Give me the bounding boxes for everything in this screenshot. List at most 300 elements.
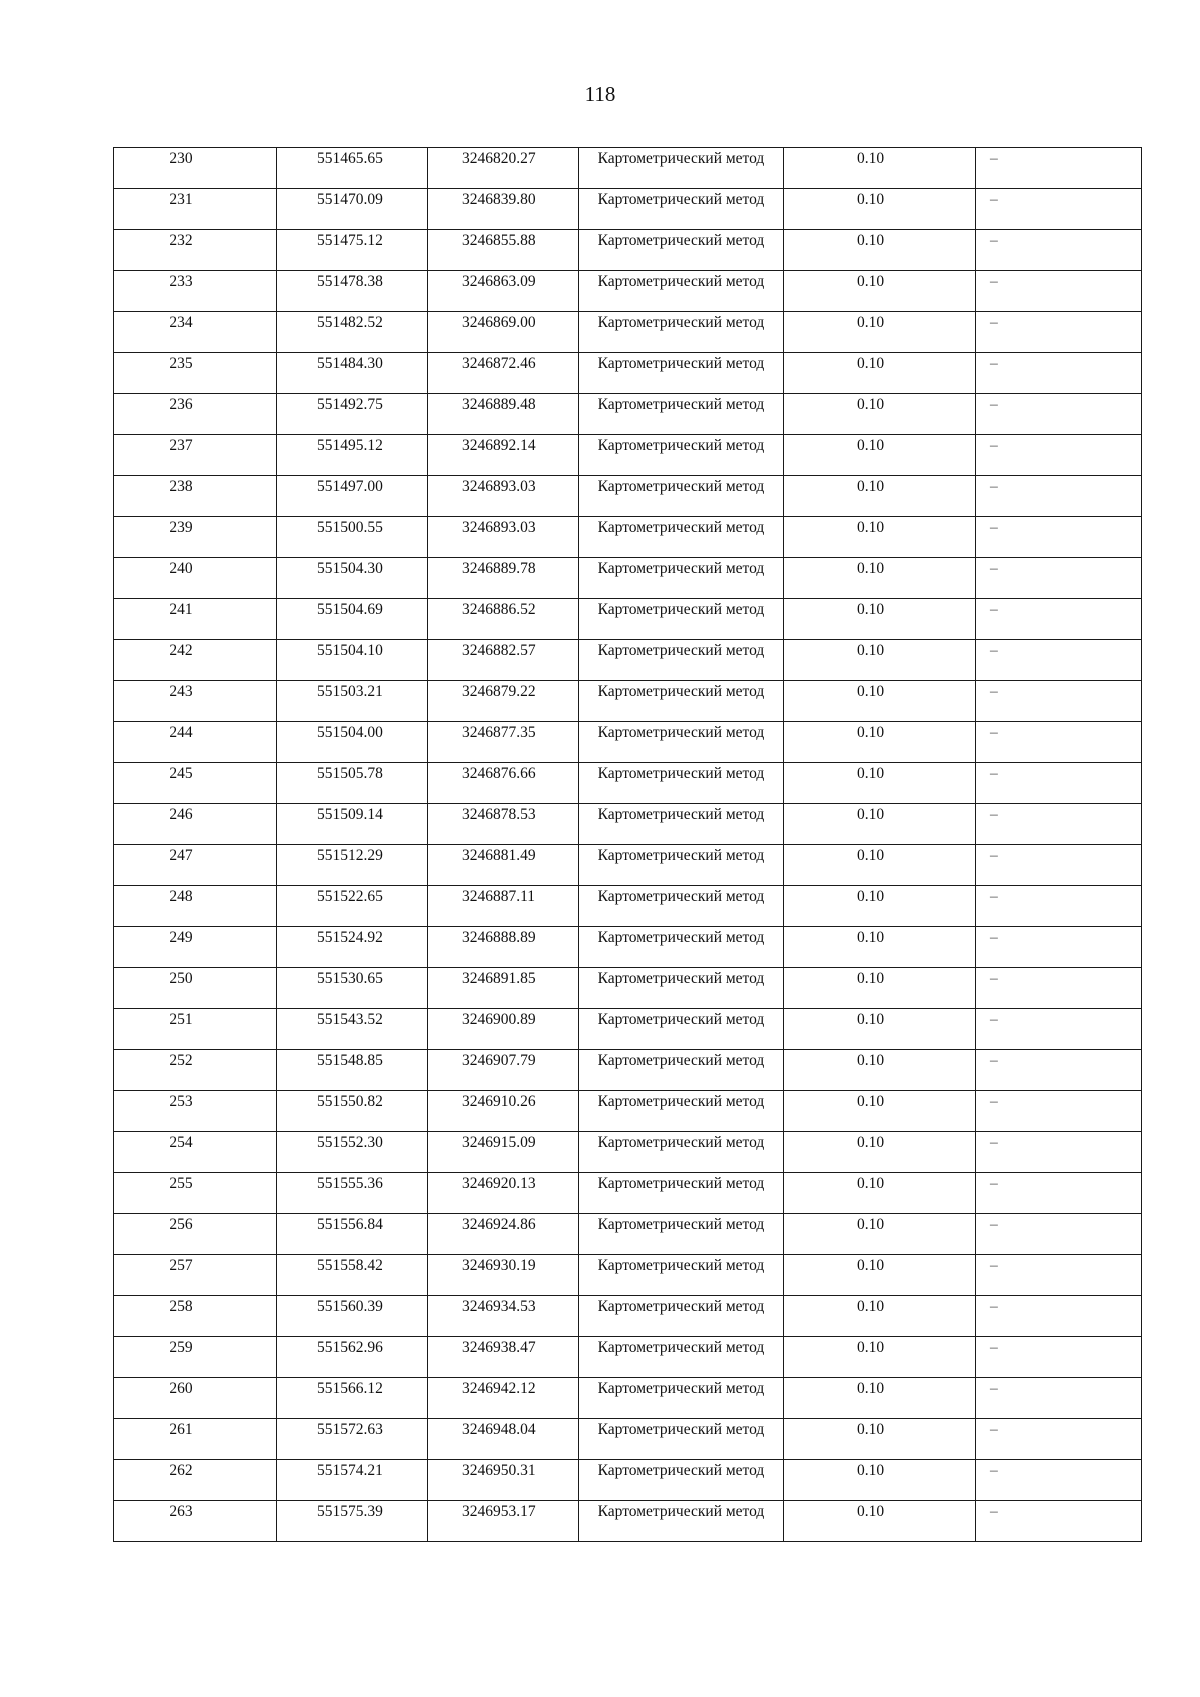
method-cell [579, 640, 784, 681]
coordinate-x-cell-text: 551530.65 [317, 970, 383, 987]
method-cell [579, 1501, 784, 1542]
accuracy-cell [784, 1050, 976, 1091]
note-cell-text: – [990, 1093, 998, 1110]
note-cell-text: – [990, 191, 998, 208]
coordinate-y-cell-text: 3246886.52 [462, 601, 536, 618]
coordinate-x-cell-text: 551505.78 [317, 765, 383, 782]
table-row [114, 517, 1142, 558]
method-cell [579, 1214, 784, 1255]
point-number-cell [114, 1091, 277, 1132]
table-row [114, 1091, 1142, 1132]
point-number-cell-text: 238 [169, 478, 193, 495]
coordinate-x-cell-text: 551560.39 [317, 1298, 383, 1315]
coordinate-y-cell-text: 3246938.47 [462, 1339, 536, 1356]
coordinate-y-cell [428, 394, 579, 435]
table-row [114, 1419, 1142, 1460]
point-number-cell [114, 640, 277, 681]
coordinate-x-cell [277, 1337, 428, 1378]
note-cell-text: – [990, 724, 998, 741]
coordinate-y-cell-text: 3246889.48 [462, 396, 536, 413]
coordinate-x-cell [277, 1009, 428, 1050]
table-row [114, 1501, 1142, 1542]
accuracy-cell [784, 927, 976, 968]
method-cell [579, 1050, 784, 1091]
note-cell-text: – [990, 1052, 998, 1069]
table-row [114, 927, 1142, 968]
coordinate-y-cell-text: 3246878.53 [462, 806, 536, 823]
accuracy-cell-text: 0.10 [856, 765, 885, 782]
point-number-cell-text: 256 [169, 1216, 193, 1233]
coordinate-x-cell-text: 551497.00 [317, 478, 383, 495]
coordinate-y-cell-text: 3246872.46 [462, 355, 536, 372]
accuracy-cell-text: 0.10 [856, 150, 885, 167]
accuracy-cell [784, 558, 976, 599]
point-number-cell-text: 243 [169, 683, 193, 700]
table-row [114, 1337, 1142, 1378]
note-cell-text: – [990, 1257, 998, 1274]
table-row [114, 1255, 1142, 1296]
accuracy-cell-text: 0.10 [856, 560, 885, 577]
accuracy-cell [784, 886, 976, 927]
accuracy-cell [784, 804, 976, 845]
accuracy-cell [784, 476, 976, 517]
method-cell-text: Картометрический метод [597, 273, 765, 290]
point-number-cell [114, 189, 277, 230]
note-cell [976, 189, 1142, 230]
table-row [114, 271, 1142, 312]
coordinate-x-cell [277, 681, 428, 722]
note-cell-text: – [990, 1216, 998, 1233]
note-cell [976, 1337, 1142, 1378]
note-cell-text: – [990, 273, 998, 290]
accuracy-cell-text: 0.10 [856, 1093, 885, 1110]
coordinate-x-cell [277, 1173, 428, 1214]
point-number-cell-text: 252 [169, 1052, 193, 1069]
coordinate-x-cell-text: 551512.29 [317, 847, 383, 864]
accuracy-cell [784, 1419, 976, 1460]
accuracy-cell-text: 0.10 [856, 437, 885, 454]
point-number-cell [114, 1296, 277, 1337]
method-cell-text: Картометрический метод [597, 847, 765, 864]
coordinate-y-cell [428, 353, 579, 394]
accuracy-cell [784, 763, 976, 804]
method-cell [579, 927, 784, 968]
coordinate-y-cell-text: 3246863.09 [462, 273, 536, 290]
note-cell [976, 1009, 1142, 1050]
table-row [114, 1378, 1142, 1419]
coordinate-y-cell-text: 3246889.78 [462, 560, 536, 577]
point-number-cell [114, 517, 277, 558]
accuracy-cell-text: 0.10 [856, 1503, 885, 1520]
coordinate-x-cell-text: 551504.10 [317, 642, 383, 659]
table-row [114, 148, 1142, 189]
note-cell [976, 1378, 1142, 1419]
coordinate-x-cell-text: 551556.84 [317, 1216, 383, 1233]
accuracy-cell [784, 1009, 976, 1050]
method-cell-text: Картометрический метод [597, 724, 765, 741]
coordinate-y-cell-text: 3246900.89 [462, 1011, 536, 1028]
accuracy-cell-text: 0.10 [856, 232, 885, 249]
note-cell-text: – [990, 560, 998, 577]
note-cell [976, 1091, 1142, 1132]
point-number-cell-text: 259 [169, 1339, 193, 1356]
table-row [114, 435, 1142, 476]
point-number-cell-text: 260 [169, 1380, 193, 1397]
point-number-cell [114, 804, 277, 845]
point-number-cell-text: 246 [169, 806, 193, 823]
method-cell-text: Картометрический метод [597, 437, 765, 454]
table-row [114, 845, 1142, 886]
method-cell-text: Картометрический метод [597, 642, 765, 659]
point-number-cell [114, 558, 277, 599]
point-number-cell-text: 255 [169, 1175, 193, 1192]
point-number-cell [114, 1378, 277, 1419]
note-cell-text: – [990, 1339, 998, 1356]
coordinate-x-cell [277, 1460, 428, 1501]
coordinate-x-cell [277, 1296, 428, 1337]
coordinate-x-cell-text: 551504.69 [317, 601, 383, 618]
accuracy-cell-text: 0.10 [856, 478, 885, 495]
accuracy-cell [784, 517, 976, 558]
accuracy-cell [784, 1214, 976, 1255]
coordinate-x-cell [277, 599, 428, 640]
method-cell-text: Картометрический метод [597, 396, 765, 413]
coordinate-y-cell [428, 189, 579, 230]
accuracy-cell [784, 189, 976, 230]
coordinate-x-cell [277, 271, 428, 312]
table-row [114, 763, 1142, 804]
page-number: 118 [584, 82, 616, 106]
point-number-cell-text: 258 [169, 1298, 193, 1315]
coordinate-y-cell [428, 1460, 579, 1501]
method-cell [579, 845, 784, 886]
accuracy-cell-text: 0.10 [856, 1134, 885, 1151]
note-cell-text: – [990, 478, 998, 495]
table-row [114, 353, 1142, 394]
accuracy-cell [784, 435, 976, 476]
coordinate-x-cell [277, 435, 428, 476]
method-cell [579, 312, 784, 353]
coordinate-y-cell [428, 1296, 579, 1337]
method-cell-text: Картометрический метод [597, 191, 765, 208]
coordinate-y-cell [428, 1009, 579, 1050]
coordinate-y-cell [428, 640, 579, 681]
coordinate-y-cell-text: 3246820.27 [462, 150, 536, 167]
method-cell-text: Картометрический метод [597, 1380, 765, 1397]
point-number-cell [114, 1009, 277, 1050]
note-cell-text: – [990, 355, 998, 372]
point-number-cell [114, 1173, 277, 1214]
coordinate-y-cell [428, 1132, 579, 1173]
coordinate-y-cell-text: 3246879.22 [462, 683, 536, 700]
method-cell-text: Картометрический метод [597, 1093, 765, 1110]
note-cell-text: – [990, 765, 998, 782]
method-cell [579, 1419, 784, 1460]
coordinate-y-cell [428, 1214, 579, 1255]
accuracy-cell [784, 1132, 976, 1173]
coordinate-x-cell [277, 353, 428, 394]
method-cell [579, 886, 784, 927]
accuracy-cell-text: 0.10 [856, 1011, 885, 1028]
table-row [114, 1050, 1142, 1091]
note-cell-text: – [990, 232, 998, 249]
note-cell [976, 1501, 1142, 1542]
method-cell-text: Картометрический метод [597, 314, 765, 331]
note-cell-text: – [990, 396, 998, 413]
coordinate-x-cell [277, 1419, 428, 1460]
method-cell [579, 722, 784, 763]
method-cell [579, 681, 784, 722]
point-number-cell-text: 242 [169, 642, 193, 659]
table-body [114, 148, 1142, 1542]
accuracy-cell [784, 681, 976, 722]
accuracy-cell [784, 1378, 976, 1419]
accuracy-cell-text: 0.10 [856, 1380, 885, 1397]
note-cell-text: – [990, 1503, 998, 1520]
coordinate-y-cell [428, 886, 579, 927]
note-cell-text: – [990, 1380, 998, 1397]
coordinate-y-cell-text: 3246881.49 [462, 847, 536, 864]
point-number-cell-text: 235 [169, 355, 193, 372]
point-number-cell [114, 1132, 277, 1173]
point-number-cell-text: 245 [169, 765, 193, 782]
accuracy-cell-text: 0.10 [856, 970, 885, 987]
coordinate-y-cell [428, 1255, 579, 1296]
coordinate-x-cell [277, 1091, 428, 1132]
method-cell-text: Картометрический метод [597, 519, 765, 536]
note-cell-text: – [990, 1462, 998, 1479]
coordinate-x-cell [277, 312, 428, 353]
coordinate-x-cell [277, 804, 428, 845]
coordinate-y-cell [428, 968, 579, 1009]
coordinate-x-cell [277, 230, 428, 271]
coordinate-x-cell-text: 551574.21 [317, 1462, 383, 1479]
point-number-cell [114, 271, 277, 312]
method-cell-text: Картометрический метод [597, 560, 765, 577]
point-number-cell-text: 251 [169, 1011, 193, 1028]
coordinate-y-cell [428, 599, 579, 640]
coordinate-y-cell-text: 3246907.79 [462, 1052, 536, 1069]
coordinate-y-cell-text: 3246930.19 [462, 1257, 536, 1274]
coordinate-y-cell [428, 1337, 579, 1378]
point-number-cell [114, 230, 277, 271]
coordinate-y-cell [428, 476, 579, 517]
method-cell [579, 804, 784, 845]
method-cell [579, 558, 784, 599]
coordinate-x-cell-text: 551562.96 [317, 1339, 383, 1356]
method-cell-text: Картометрический метод [597, 1216, 765, 1233]
accuracy-cell-text: 0.10 [856, 1175, 885, 1192]
accuracy-cell [784, 230, 976, 271]
method-cell [579, 476, 784, 517]
accuracy-cell-text: 0.10 [856, 1421, 885, 1438]
method-cell [579, 1296, 784, 1337]
note-cell [976, 804, 1142, 845]
coordinate-y-cell-text: 3246920.13 [462, 1175, 536, 1192]
coordinate-x-cell [277, 1214, 428, 1255]
note-cell [976, 886, 1142, 927]
accuracy-cell [784, 722, 976, 763]
coordinate-x-cell [277, 640, 428, 681]
accuracy-cell-text: 0.10 [856, 1257, 885, 1274]
coordinate-x-cell [277, 558, 428, 599]
coordinate-x-cell-text: 551475.12 [317, 232, 383, 249]
point-number-cell [114, 1501, 277, 1542]
point-number-cell [114, 1255, 277, 1296]
table-row [114, 1132, 1142, 1173]
accuracy-cell [784, 1296, 976, 1337]
accuracy-cell [784, 1255, 976, 1296]
coordinate-y-cell-text: 3246892.14 [462, 437, 536, 454]
method-cell-text: Картометрический метод [597, 1421, 765, 1438]
accuracy-cell-text: 0.10 [856, 273, 885, 290]
note-cell-text: – [990, 437, 998, 454]
table-row [114, 1296, 1142, 1337]
coordinate-y-cell [428, 558, 579, 599]
coordinate-x-cell [277, 968, 428, 1009]
coordinate-x-cell-text: 551555.36 [317, 1175, 383, 1192]
point-number-cell-text: 232 [169, 232, 193, 249]
method-cell-text: Картометрический метод [597, 355, 765, 372]
coordinate-x-cell-text: 551550.82 [317, 1093, 383, 1110]
point-number-cell [114, 763, 277, 804]
method-cell-text: Картометрический метод [597, 683, 765, 700]
note-cell [976, 558, 1142, 599]
accuracy-cell [784, 312, 976, 353]
note-cell [976, 271, 1142, 312]
point-number-cell [114, 599, 277, 640]
method-cell-text: Картометрический метод [597, 232, 765, 249]
coordinate-y-cell [428, 845, 579, 886]
coordinate-y-cell-text: 3246876.66 [462, 765, 536, 782]
note-cell-text: – [990, 970, 998, 987]
coordinate-x-cell-text: 551495.12 [317, 437, 383, 454]
table-row [114, 558, 1142, 599]
coordinate-y-cell-text: 3246855.88 [462, 232, 536, 249]
coordinate-x-cell-text: 551500.55 [317, 519, 383, 536]
coordinate-x-cell-text: 551482.52 [317, 314, 383, 331]
note-cell [976, 599, 1142, 640]
accuracy-cell-text: 0.10 [856, 724, 885, 741]
table-row [114, 681, 1142, 722]
note-cell-text: – [990, 519, 998, 536]
method-cell-text: Картометрический метод [597, 929, 765, 946]
coordinate-y-cell [428, 763, 579, 804]
note-cell-text: – [990, 1175, 998, 1192]
coordinate-x-cell [277, 1132, 428, 1173]
point-number-cell-text: 244 [169, 724, 193, 741]
method-cell [579, 968, 784, 1009]
coordinate-x-cell [277, 1050, 428, 1091]
accuracy-cell [784, 148, 976, 189]
method-cell [579, 230, 784, 271]
coordinate-x-cell-text: 551492.75 [317, 396, 383, 413]
coordinate-x-cell-text: 551522.65 [317, 888, 383, 905]
coordinate-y-cell [428, 517, 579, 558]
accuracy-cell-text: 0.10 [856, 1052, 885, 1069]
method-cell [579, 1009, 784, 1050]
point-number-cell-text: 237 [169, 437, 193, 454]
table-row [114, 599, 1142, 640]
coordinate-x-cell-text: 551572.63 [317, 1421, 383, 1438]
coordinate-x-cell-text: 551509.14 [317, 806, 383, 823]
point-number-cell [114, 968, 277, 1009]
method-cell [579, 1255, 784, 1296]
coordinate-x-cell-text: 551566.12 [317, 1380, 383, 1397]
coordinate-y-cell [428, 1091, 579, 1132]
note-cell [976, 230, 1142, 271]
table-row [114, 722, 1142, 763]
coordinate-y-cell-text: 3246924.86 [462, 1216, 536, 1233]
point-number-cell [114, 1460, 277, 1501]
method-cell-text: Картометрический метод [597, 1052, 765, 1069]
note-cell [976, 1132, 1142, 1173]
coordinate-x-cell [277, 845, 428, 886]
accuracy-cell-text: 0.10 [856, 1339, 885, 1356]
coordinate-x-cell [277, 517, 428, 558]
coordinate-y-cell-text: 3246869.00 [462, 314, 536, 331]
table-row [114, 1460, 1142, 1501]
note-cell [976, 312, 1142, 353]
table-row [114, 968, 1142, 1009]
coordinate-x-cell [277, 1378, 428, 1419]
point-number-cell-text: 247 [169, 847, 193, 864]
point-number-cell [114, 722, 277, 763]
note-cell [976, 640, 1142, 681]
note-cell-text: – [990, 601, 998, 618]
method-cell [579, 435, 784, 476]
table-row [114, 640, 1142, 681]
accuracy-cell-text: 0.10 [856, 355, 885, 372]
point-number-cell-text: 261 [169, 1421, 193, 1438]
coordinate-y-cell [428, 435, 579, 476]
method-cell-text: Картометрический метод [597, 888, 765, 905]
point-number-cell [114, 1337, 277, 1378]
point-number-cell [114, 927, 277, 968]
coordinate-y-cell-text: 3246950.31 [462, 1462, 536, 1479]
accuracy-cell [784, 599, 976, 640]
method-cell-text: Картометрический метод [597, 1298, 765, 1315]
method-cell [579, 1378, 784, 1419]
point-number-cell-text: 249 [169, 929, 193, 946]
coordinates-table-container [113, 147, 1141, 1542]
coordinate-y-cell-text: 3246877.35 [462, 724, 536, 741]
accuracy-cell [784, 1173, 976, 1214]
accuracy-cell [784, 845, 976, 886]
point-number-cell [114, 845, 277, 886]
coordinate-y-cell [428, 271, 579, 312]
point-number-cell-text: 262 [169, 1462, 193, 1479]
method-cell-text: Картометрический метод [597, 806, 765, 823]
note-cell [976, 968, 1142, 1009]
note-cell [976, 722, 1142, 763]
coordinate-y-cell-text: 3246839.80 [462, 191, 536, 208]
coordinate-y-cell-text: 3246942.12 [462, 1380, 536, 1397]
accuracy-cell-text: 0.10 [856, 191, 885, 208]
table-row [114, 312, 1142, 353]
coordinate-y-cell-text: 3246893.03 [462, 478, 536, 495]
coordinate-y-cell [428, 1050, 579, 1091]
point-number-cell [114, 394, 277, 435]
accuracy-cell-text: 0.10 [856, 1298, 885, 1315]
coordinate-y-cell-text: 3246882.57 [462, 642, 536, 659]
coordinate-x-cell-text: 551552.30 [317, 1134, 383, 1151]
point-number-cell [114, 1214, 277, 1255]
accuracy-cell [784, 1337, 976, 1378]
coordinate-x-cell-text: 551484.30 [317, 355, 383, 372]
note-cell [976, 1460, 1142, 1501]
note-cell [976, 1214, 1142, 1255]
